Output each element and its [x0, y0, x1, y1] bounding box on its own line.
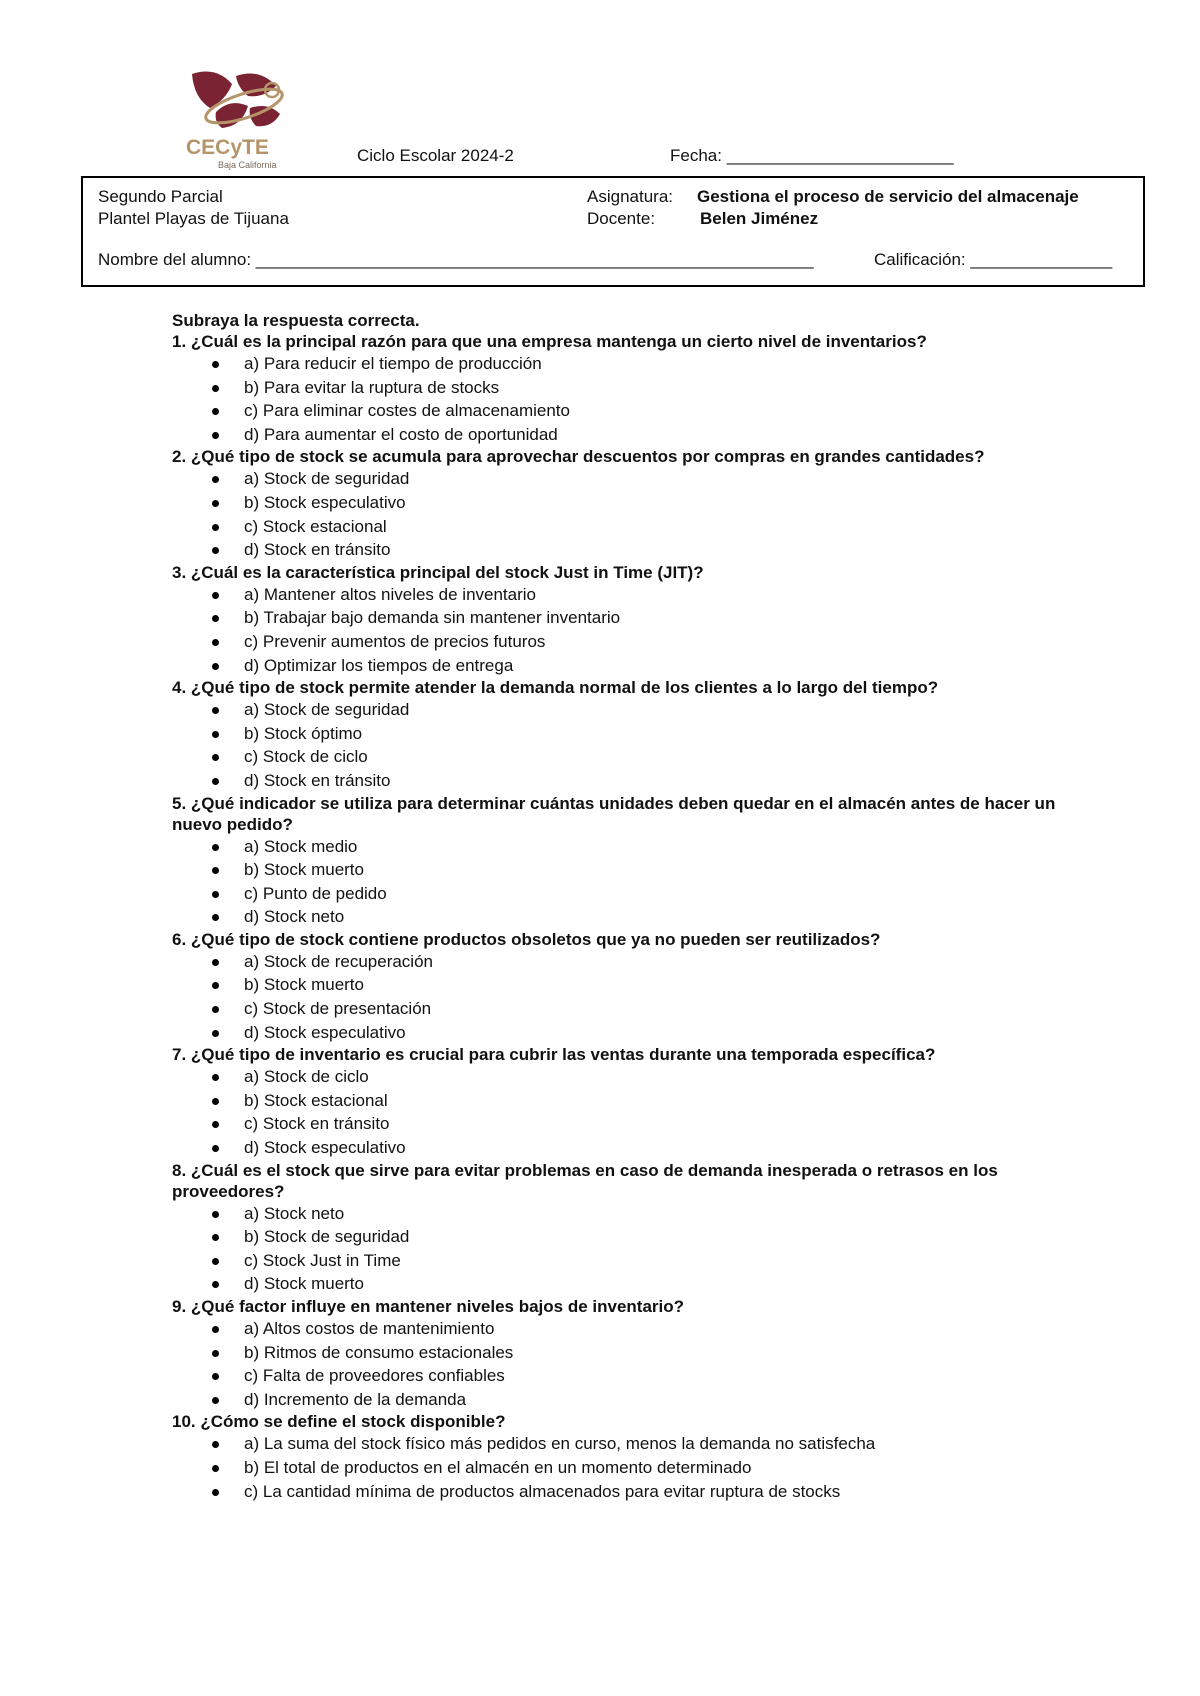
bullet-icon [212, 1234, 219, 1241]
bullet-icon [212, 1006, 219, 1013]
bullet-icon [212, 1465, 219, 1472]
option-text: b) El total de productos en el almacén en un momento determinado [244, 1457, 752, 1477]
answer-option[interactable] [172, 654, 1072, 678]
quiz-section [172, 310, 1072, 1503]
bullet-icon [212, 1211, 219, 1218]
subject-value: Gestiona el proceso de servicio del almacenaje [697, 187, 1079, 206]
option-list [172, 950, 1072, 1044]
student-name-field: Nombre del alumno: ___________________________________________________________ [98, 250, 814, 269]
answer-option[interactable] [172, 722, 1072, 746]
question-9 [172, 1296, 1072, 1411]
answer-option[interactable] [172, 583, 1072, 607]
bullet-icon [212, 1397, 219, 1404]
answer-option[interactable] [172, 1089, 1072, 1113]
answer-option[interactable] [172, 467, 1072, 491]
answer-option[interactable] [172, 769, 1072, 793]
question-text: 4. ¿Qué tipo de stock permite atender la demanda normal de los clientes a lo largo del tiempo? [172, 678, 939, 698]
question-4 [172, 677, 1072, 792]
option-text: b) Stock estacional [244, 1090, 388, 1110]
option-text: b) Stock de seguridad [244, 1227, 410, 1247]
question-3 [172, 562, 1072, 677]
teacher-label: Docente: [587, 209, 656, 228]
bullet-icon [212, 914, 219, 921]
option-text: b) Stock óptimo [244, 723, 363, 743]
campus-name: Plantel Playas de Tijuana [98, 209, 289, 228]
grade-field: Calificación: _______________ [874, 250, 1113, 269]
cecyte-emblem-icon [186, 68, 302, 172]
question-text: 7. ¿Qué tipo de inventario es crucial para cubrir las ventas durante una temporada específica? [172, 1045, 936, 1065]
answer-option[interactable] [172, 1065, 1072, 1089]
answer-option[interactable] [172, 1272, 1072, 1296]
question-2 [172, 446, 1072, 561]
option-list [172, 1202, 1072, 1296]
question-6 [172, 929, 1072, 1044]
option-text: d) Stock en tránsito [244, 770, 391, 790]
option-text: d) Stock especulativo [244, 1022, 406, 1042]
bullet-icon [212, 1030, 219, 1037]
question-text: 1. ¿Cuál es la principal razón para que una empresa mantenga un cierto nivel de inventarios? [172, 332, 927, 351]
question-7 [172, 1044, 1072, 1159]
option-list [172, 583, 1072, 677]
option-text: d) Incremento de la demanda [244, 1389, 467, 1409]
question-text: 9. ¿Qué factor influye en mantener niveles bajos de inventario? [172, 1297, 685, 1316]
answer-option[interactable] [172, 538, 1072, 562]
answer-option[interactable] [172, 882, 1072, 906]
answer-option[interactable] [172, 1388, 1072, 1412]
option-text: a) Stock de seguridad [244, 700, 410, 720]
bullet-icon [212, 361, 219, 368]
answer-option[interactable] [172, 376, 1072, 400]
question-text: 3. ¿Cuál es la característica principal del stock Just in Time (JIT)? [172, 562, 704, 582]
bullet-icon [212, 524, 219, 531]
option-text: c) Para eliminar costes de almacenamiento [244, 401, 570, 421]
bullet-icon [212, 844, 219, 851]
option-text: c) Punto de pedido [244, 883, 387, 903]
option-text: d) Stock especulativo [244, 1138, 406, 1158]
option-text: b) Stock muerto [244, 860, 364, 880]
answer-option[interactable] [172, 1136, 1072, 1160]
bullet-icon [212, 1489, 219, 1496]
teacher-value: Belen Jiménez [700, 209, 819, 228]
bullet-icon [212, 754, 219, 761]
bullet-icon [212, 1098, 219, 1105]
exam-name: Segundo Parcial [98, 187, 223, 206]
answer-option[interactable] [172, 1021, 1072, 1045]
bullet-icon [212, 1121, 219, 1128]
answer-option[interactable] [172, 1225, 1072, 1249]
subject-label: Asignatura: [587, 187, 673, 206]
answer-option[interactable] [172, 745, 1072, 769]
option-text: d) Optimizar los tiempos de entrega [244, 655, 514, 675]
logo-text: CECyTE [186, 136, 269, 159]
option-list [172, 1432, 1072, 1503]
bullet-icon [212, 408, 219, 415]
question-text: 8. ¿Cuál es el stock que sirve para evitar problemas en caso de demanda inesperada o retrasos en los proveedores? [172, 1160, 998, 1201]
option-list [172, 835, 1072, 929]
option-list [172, 352, 1072, 446]
bullet-icon [212, 1326, 219, 1333]
cecyte-logo [186, 68, 302, 172]
option-text: d) Para aumentar el costo de oportunidad [244, 424, 558, 444]
option-text: d) Stock neto [244, 907, 345, 927]
answer-option[interactable] [172, 835, 1072, 859]
option-text: b) Para evitar la ruptura de stocks [244, 377, 500, 397]
bullet-icon [212, 1258, 219, 1265]
option-text: a) Stock de ciclo [244, 1067, 369, 1087]
option-text: c) Stock estacional [244, 516, 387, 536]
option-text: a) Stock medio [244, 836, 358, 856]
answer-option[interactable] [172, 1317, 1072, 1341]
logo-subtext: Baja California [218, 160, 277, 170]
bullet-icon [212, 1281, 219, 1288]
quiz-instruction: Subraya la respuesta correcta. [172, 311, 420, 330]
answer-option[interactable] [172, 1456, 1072, 1480]
bullet-icon [212, 891, 219, 898]
date-field: Fecha: ________________________ [670, 146, 954, 165]
answer-option[interactable] [172, 352, 1072, 376]
answer-option[interactable] [172, 858, 1072, 882]
question-text: 5. ¿Qué indicador se utiliza para determinar cuántas unidades deben quedar en el almacén antes de hacer un nuevo pedido? [172, 793, 1056, 834]
bullet-icon [212, 1074, 219, 1081]
bullet-icon [212, 615, 219, 622]
option-list [172, 467, 1072, 561]
bullet-icon [212, 1145, 219, 1152]
option-text: a) Stock neto [244, 1203, 345, 1223]
answer-option[interactable] [172, 1480, 1072, 1504]
option-text: a) Altos costos de mantenimiento [244, 1319, 495, 1338]
option-text: c) Prevenir aumentos de precios futuros [244, 631, 546, 651]
bullet-icon [212, 778, 219, 785]
option-text: c) Falta de proveedores confiables [244, 1366, 505, 1386]
option-text: a) La suma del stock físico más pedidos en curso, menos la demanda no satisfecha [244, 1434, 876, 1454]
option-text: b) Stock muerto [244, 975, 364, 995]
bullet-icon [212, 639, 219, 646]
question-5 [172, 793, 1072, 929]
bullet-icon [212, 432, 219, 439]
option-text: c) Stock de presentación [244, 999, 432, 1019]
bullet-icon [212, 592, 219, 599]
answer-option[interactable] [172, 997, 1072, 1021]
option-text: c) Stock Just in Time [244, 1250, 401, 1270]
question-text: 10. ¿Cómo se define el stock disponible? [172, 1412, 506, 1432]
answer-option[interactable] [172, 1341, 1072, 1365]
question-10 [172, 1411, 1072, 1503]
option-list [172, 698, 1072, 792]
bullet-icon [212, 959, 219, 966]
answer-option[interactable] [172, 1432, 1072, 1456]
option-text: b) Stock especulativo [244, 492, 406, 512]
option-text: c) Stock en tránsito [244, 1114, 390, 1134]
answer-option[interactable] [172, 630, 1072, 654]
bullet-icon [212, 1350, 219, 1357]
bullet-icon [212, 547, 219, 554]
school-cycle: Ciclo Escolar 2024-2 [357, 146, 514, 165]
answer-option[interactable] [172, 1202, 1072, 1226]
option-text: a) Stock de recuperación [244, 951, 433, 971]
bullet-icon [212, 385, 219, 392]
bullet-icon [212, 982, 219, 989]
option-text: c) Stock de ciclo [244, 747, 368, 767]
bullet-icon [212, 731, 219, 738]
question-8 [172, 1160, 1072, 1296]
answer-option[interactable] [172, 491, 1072, 515]
answer-option[interactable] [172, 905, 1072, 929]
answer-option[interactable] [172, 423, 1072, 447]
question-text: 6. ¿Qué tipo de stock contiene productos obsoletos que ya no pueden ser reutilizados? [172, 929, 881, 949]
option-text: a) Stock de seguridad [244, 469, 410, 489]
bullet-icon [212, 867, 219, 874]
option-text: b) Trabajar bajo demanda sin mantener inventario [244, 608, 621, 628]
answer-option[interactable] [172, 698, 1072, 722]
answer-option[interactable] [172, 1364, 1072, 1388]
bullet-icon [212, 500, 219, 507]
header-box [81, 176, 1145, 287]
answer-option[interactable] [172, 1249, 1072, 1273]
bullet-icon [212, 663, 219, 670]
answer-option[interactable] [172, 973, 1072, 997]
option-text: c) La cantidad mínima de productos almacenados para evitar ruptura de stocks [244, 1481, 841, 1501]
option-text: d) Stock en tránsito [244, 540, 391, 560]
option-text: a) Mantener altos niveles de inventario [244, 584, 536, 604]
bullet-icon [212, 1373, 219, 1380]
option-list [172, 1317, 1072, 1411]
answer-option[interactable] [172, 1112, 1072, 1136]
answer-option[interactable] [172, 399, 1072, 423]
answer-option[interactable] [172, 515, 1072, 539]
question-1 [172, 331, 1072, 446]
option-text: b) Ritmos de consumo estacionales [244, 1342, 514, 1362]
question-text: 2. ¿Qué tipo de stock se acumula para aprovechar descuentos por compras en grandes cantidades? [172, 447, 985, 467]
question-list [172, 331, 1072, 1503]
answer-option[interactable] [172, 606, 1072, 630]
answer-option[interactable] [172, 950, 1072, 974]
bullet-icon [212, 476, 219, 483]
option-text: d) Stock muerto [244, 1274, 364, 1294]
option-text: a) Para reducir el tiempo de producción [244, 354, 542, 373]
option-list [172, 1065, 1072, 1159]
bullet-icon [212, 707, 219, 714]
bullet-icon [212, 1441, 219, 1448]
